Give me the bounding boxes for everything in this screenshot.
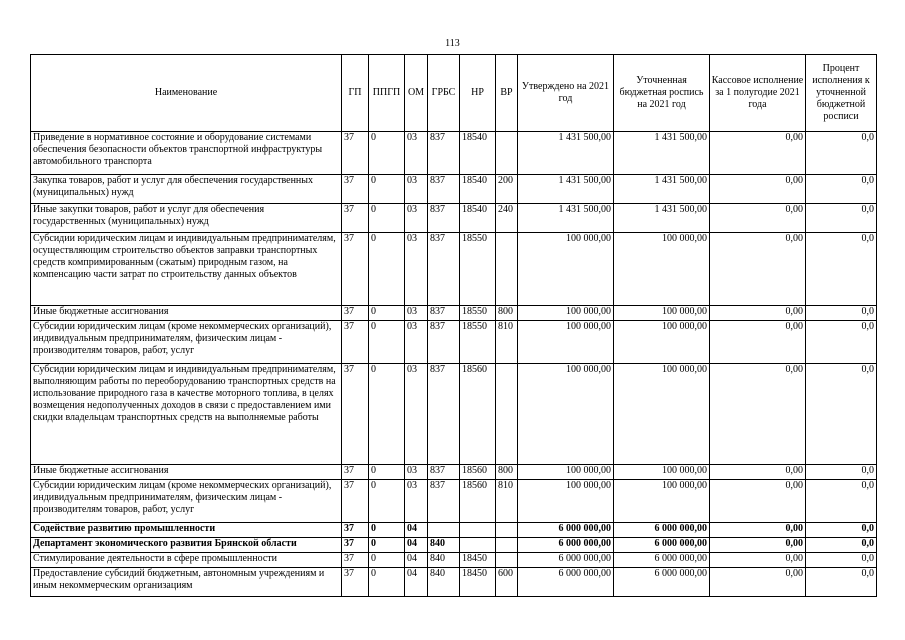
cell-grbs: 837 xyxy=(428,364,460,465)
cell-percent: 0,0 xyxy=(806,233,877,306)
cell-om: 03 xyxy=(405,204,428,233)
cell-gp: 37 xyxy=(342,364,369,465)
table-row xyxy=(31,568,877,597)
cell-cash: 0,00 xyxy=(710,480,806,523)
cell-cash: 0,00 xyxy=(710,465,806,480)
cell-name: Приведение в нормативное состояние и оборудование системами обеспечения безопасности объектов транспортной инфраструктуры автомобильного транспорта xyxy=(31,132,342,175)
cell-approved: 100 000,00 xyxy=(518,233,614,306)
cell-gp: 37 xyxy=(342,306,369,321)
cell-gp: 37 xyxy=(342,523,369,538)
table-row xyxy=(31,553,877,568)
cell-refined: 100 000,00 xyxy=(614,321,710,364)
cell-ppgp: 0 xyxy=(369,233,405,306)
table-row xyxy=(31,465,877,480)
cell-approved: 6 000 000,00 xyxy=(518,568,614,597)
cell-cash: 0,00 xyxy=(710,553,806,568)
cell-cash: 0,00 xyxy=(710,523,806,538)
cell-approved: 1 431 500,00 xyxy=(518,175,614,204)
cell-nr: 18450 xyxy=(460,568,496,597)
cell-approved: 100 000,00 xyxy=(518,321,614,364)
cell-om: 04 xyxy=(405,568,428,597)
cell-vr xyxy=(496,538,518,553)
cell-refined: 6 000 000,00 xyxy=(614,538,710,553)
column-header-gp: ГП xyxy=(342,55,369,132)
column-header-ppgp: ППГП xyxy=(369,55,405,132)
table-row xyxy=(31,364,877,465)
cell-om: 03 xyxy=(405,132,428,175)
cell-ppgp: 0 xyxy=(369,321,405,364)
cell-gp: 37 xyxy=(342,480,369,523)
cell-grbs xyxy=(428,523,460,538)
cell-vr: 240 xyxy=(496,204,518,233)
cell-grbs: 840 xyxy=(428,568,460,597)
cell-refined: 6 000 000,00 xyxy=(614,568,710,597)
cell-gp: 37 xyxy=(342,321,369,364)
cell-vr: 800 xyxy=(496,465,518,480)
cell-om: 03 xyxy=(405,480,428,523)
cell-nr: 18540 xyxy=(460,132,496,175)
cell-name: Иные бюджетные ассигнования xyxy=(31,465,342,480)
cell-nr: 18550 xyxy=(460,233,496,306)
cell-approved: 100 000,00 xyxy=(518,364,614,465)
cell-vr: 600 xyxy=(496,568,518,597)
cell-cash: 0,00 xyxy=(710,364,806,465)
cell-nr: 18560 xyxy=(460,364,496,465)
cell-approved: 100 000,00 xyxy=(518,306,614,321)
cell-refined: 1 431 500,00 xyxy=(614,175,710,204)
cell-gp: 37 xyxy=(342,465,369,480)
column-header-cash: Кассовое исполнение за 1 полугодие 2021 года xyxy=(710,55,806,132)
column-header-name: Наименование xyxy=(31,55,342,132)
cell-cash: 0,00 xyxy=(710,306,806,321)
cell-cash: 0,00 xyxy=(710,538,806,553)
column-header-grbs: ГРБС xyxy=(428,55,460,132)
cell-om: 04 xyxy=(405,553,428,568)
cell-approved: 1 431 500,00 xyxy=(518,132,614,175)
cell-grbs: 837 xyxy=(428,175,460,204)
column-header-refined: Уточненная бюджетная роспись на 2021 год xyxy=(614,55,710,132)
cell-percent: 0,0 xyxy=(806,523,877,538)
page-number: 113 xyxy=(445,38,460,49)
cell-percent: 0,0 xyxy=(806,321,877,364)
cell-vr: 800 xyxy=(496,306,518,321)
cell-om: 03 xyxy=(405,465,428,480)
cell-name: Департамент экономического развития Брянской области xyxy=(31,538,342,553)
column-header-approved: Утверждено на 2021 год xyxy=(518,55,614,132)
cell-vr xyxy=(496,523,518,538)
cell-ppgp: 0 xyxy=(369,364,405,465)
cell-ppgp: 0 xyxy=(369,553,405,568)
cell-grbs: 837 xyxy=(428,465,460,480)
cell-name: Субсидии юридическим лицам и индивидуальным предпринимателям, выполняющим работы по переоборудованию транспортных средств на использование природного газа в качестве моторного топлива, в целях возмещения недополученных доходов в связи с предоставлением ими скидки владельцам транспортных средств на выполняемые работы xyxy=(31,364,342,465)
cell-refined: 100 000,00 xyxy=(614,233,710,306)
cell-grbs: 837 xyxy=(428,233,460,306)
cell-nr: 18560 xyxy=(460,480,496,523)
cell-vr: 200 xyxy=(496,175,518,204)
cell-approved: 1 431 500,00 xyxy=(518,204,614,233)
cell-om: 03 xyxy=(405,175,428,204)
cell-ppgp: 0 xyxy=(369,306,405,321)
cell-cash: 0,00 xyxy=(710,233,806,306)
cell-refined: 6 000 000,00 xyxy=(614,523,710,538)
cell-ppgp: 0 xyxy=(369,538,405,553)
cell-name: Иные бюджетные ассигнования xyxy=(31,306,342,321)
cell-refined: 100 000,00 xyxy=(614,364,710,465)
cell-grbs: 837 xyxy=(428,306,460,321)
cell-gp: 37 xyxy=(342,553,369,568)
table-row xyxy=(31,480,877,523)
cell-percent: 0,0 xyxy=(806,480,877,523)
cell-ppgp: 0 xyxy=(369,480,405,523)
cell-refined: 100 000,00 xyxy=(614,306,710,321)
cell-gp: 37 xyxy=(342,132,369,175)
cell-cash: 0,00 xyxy=(710,175,806,204)
cell-vr xyxy=(496,553,518,568)
cell-percent: 0,0 xyxy=(806,364,877,465)
cell-name: Стимулирование деятельности в сфере промышленности xyxy=(31,553,342,568)
cell-refined: 6 000 000,00 xyxy=(614,553,710,568)
cell-percent: 0,0 xyxy=(806,175,877,204)
cell-om: 03 xyxy=(405,306,428,321)
table-row xyxy=(31,204,877,233)
table-row xyxy=(31,132,877,175)
table-body xyxy=(31,132,877,597)
cell-grbs: 837 xyxy=(428,132,460,175)
cell-name: Субсидии юридическим лицам и индивидуальным предпринимателям, осуществляющим строительство объектов заправки транспортных средств компримированным (сжатым) природным газом, на компенсацию части затрат по строительству данных объектов xyxy=(31,233,342,306)
cell-ppgp: 0 xyxy=(369,523,405,538)
cell-ppgp: 0 xyxy=(369,568,405,597)
cell-approved: 6 000 000,00 xyxy=(518,553,614,568)
cell-grbs: 837 xyxy=(428,480,460,523)
cell-percent: 0,0 xyxy=(806,553,877,568)
cell-nr: 18550 xyxy=(460,306,496,321)
cell-gp: 37 xyxy=(342,538,369,553)
cell-ppgp: 0 xyxy=(369,132,405,175)
cell-name: Содействие развитию промышленности xyxy=(31,523,342,538)
cell-grbs: 837 xyxy=(428,204,460,233)
cell-percent: 0,0 xyxy=(806,132,877,175)
cell-approved: 100 000,00 xyxy=(518,480,614,523)
table-row xyxy=(31,306,877,321)
cell-approved: 100 000,00 xyxy=(518,465,614,480)
cell-gp: 37 xyxy=(342,204,369,233)
column-header-om: ОМ xyxy=(405,55,428,132)
cell-nr xyxy=(460,523,496,538)
cell-nr: 18450 xyxy=(460,553,496,568)
cell-gp: 37 xyxy=(342,233,369,306)
cell-refined: 100 000,00 xyxy=(614,465,710,480)
column-header-vr: ВР xyxy=(496,55,518,132)
cell-name: Субсидии юридическим лицам (кроме некоммерческих организаций), индивидуальным предпринимателям, физическим лицам - производителям товаров, работ, услуг xyxy=(31,480,342,523)
cell-cash: 0,00 xyxy=(710,132,806,175)
cell-vr xyxy=(496,364,518,465)
cell-name: Закупка товаров, работ и услуг для обеспечения государственных (муниципальных) нужд xyxy=(31,175,342,204)
cell-refined: 1 431 500,00 xyxy=(614,204,710,233)
table-row xyxy=(31,538,877,553)
cell-om: 03 xyxy=(405,233,428,306)
column-header-nr: НР xyxy=(460,55,496,132)
cell-percent: 0,0 xyxy=(806,204,877,233)
cell-om: 03 xyxy=(405,364,428,465)
cell-percent: 0,0 xyxy=(806,465,877,480)
cell-nr: 18560 xyxy=(460,465,496,480)
cell-grbs: 840 xyxy=(428,538,460,553)
table-row xyxy=(31,321,877,364)
cell-nr: 18540 xyxy=(460,204,496,233)
cell-percent: 0,0 xyxy=(806,538,877,553)
cell-vr xyxy=(496,233,518,306)
cell-ppgp: 0 xyxy=(369,465,405,480)
cell-nr: 18540 xyxy=(460,175,496,204)
cell-nr xyxy=(460,538,496,553)
cell-approved: 6 000 000,00 xyxy=(518,523,614,538)
cell-gp: 37 xyxy=(342,175,369,204)
cell-percent: 0,0 xyxy=(806,306,877,321)
cell-nr: 18550 xyxy=(460,321,496,364)
cell-vr: 810 xyxy=(496,321,518,364)
cell-name: Иные закупки товаров, работ и услуг для обеспечения государственных (муниципальных) нужд xyxy=(31,204,342,233)
cell-grbs: 837 xyxy=(428,321,460,364)
cell-approved: 6 000 000,00 xyxy=(518,538,614,553)
table-row xyxy=(31,175,877,204)
cell-cash: 0,00 xyxy=(710,568,806,597)
cell-grbs: 840 xyxy=(428,553,460,568)
cell-name: Предоставление субсидий бюджетным, автономным учреждениям и иным некоммерческим организациям xyxy=(31,568,342,597)
column-header-percent: Процент исполнения к уточненной бюджетной росписи xyxy=(806,55,877,132)
cell-vr: 810 xyxy=(496,480,518,523)
cell-om: 03 xyxy=(405,321,428,364)
cell-ppgp: 0 xyxy=(369,175,405,204)
table-row xyxy=(31,523,877,538)
budget-execution-table xyxy=(30,54,877,597)
cell-cash: 0,00 xyxy=(710,321,806,364)
cell-gp: 37 xyxy=(342,568,369,597)
cell-cash: 0,00 xyxy=(710,204,806,233)
cell-vr xyxy=(496,132,518,175)
cell-om: 04 xyxy=(405,523,428,538)
table-row xyxy=(31,233,877,306)
table-header-row xyxy=(31,55,877,132)
cell-refined: 1 431 500,00 xyxy=(614,132,710,175)
cell-percent: 0,0 xyxy=(806,568,877,597)
cell-ppgp: 0 xyxy=(369,204,405,233)
cell-refined: 100 000,00 xyxy=(614,480,710,523)
cell-om: 04 xyxy=(405,538,428,553)
cell-name: Субсидии юридическим лицам (кроме некоммерческих организаций), индивидуальным предпринимателям, физическим лицам - производителям товаров, работ, услуг xyxy=(31,321,342,364)
